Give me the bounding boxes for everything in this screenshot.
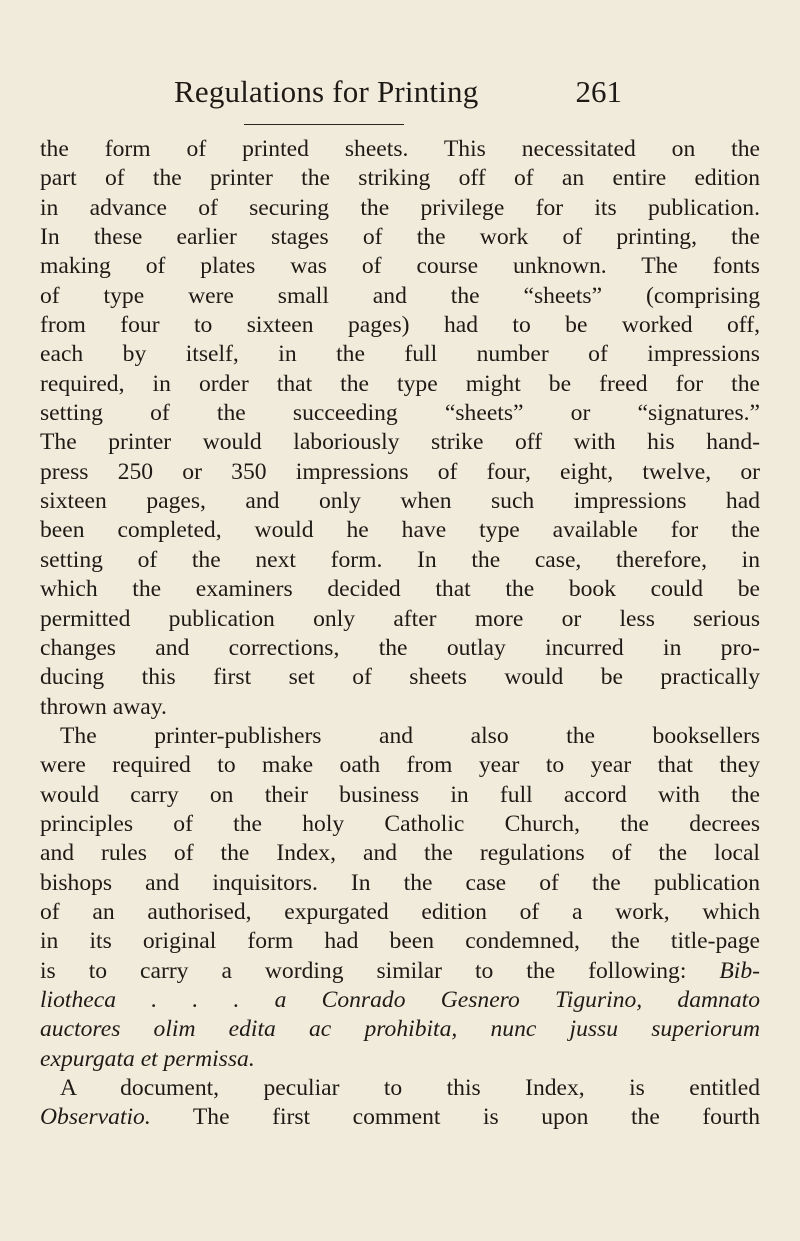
text-line: setting of the succeeding “sheets” or “signatures.” <box>40 400 760 427</box>
text-line: bishops and inquisitors. In the case of the publication <box>40 869 760 896</box>
text-line: of type were small and the “sheets” (comprising <box>40 282 760 309</box>
text-line: In these earlier stages of the work of printing, the <box>40 224 760 251</box>
text-line: were required to make oath from year to year that they <box>40 752 760 779</box>
latin-title-line: liotheca . . . a Conrado Gesnero Tigurino, damnato <box>40 986 760 1013</box>
text-line: The printer would laboriously strike off with his hand- <box>40 429 760 456</box>
header-rule <box>244 124 404 125</box>
text-line: part of the printer the striking off of an entire edition <box>40 165 760 192</box>
observatio-title: Observatio. <box>40 1104 151 1131</box>
text-line: and rules of the Index, and the regulations of the local <box>40 840 760 867</box>
paragraph-end-line: thrown away. <box>40 693 167 720</box>
text-line: setting of the next form. In the case, therefore, in <box>40 546 760 573</box>
page-number: 261 <box>575 74 622 109</box>
text-line-with-italic <box>40 957 760 986</box>
text-line: principles of the holy Catholic Church, the decrees <box>40 810 760 837</box>
text-line: sixteen pages, and only when such impressions had <box>40 488 760 515</box>
paragraph-start-line: The printer-publishers and also the booksellers <box>60 722 760 749</box>
text-line: changes and corrections, the outlay incurred in pro- <box>40 634 760 661</box>
text-line: the form of printed sheets. This necessitated on the <box>40 136 760 162</box>
text-line: been completed, would he have type available for the <box>40 517 760 544</box>
text-line: ducing this first set of sheets would be practically <box>40 664 760 691</box>
running-title: Regulations for Printing <box>174 74 479 109</box>
running-head <box>174 72 622 116</box>
text-line: in advance of securing the privilege for its publication. <box>40 194 760 221</box>
latin-title-end-line: expurgata et permissa. <box>40 1045 255 1072</box>
text-line: in its original form had been condemned, the title-page <box>40 928 760 955</box>
text-line-with-italic <box>40 1103 760 1132</box>
latin-title-segment: Bib- <box>719 957 760 984</box>
text-segment: The first comment is upon the fourth <box>192 1104 760 1131</box>
text-line: each by itself, in the full number of impressions <box>40 341 760 368</box>
text-line: of an authorised, expurgated edition of a work, which <box>40 898 760 925</box>
paragraph-start-line: A document, peculiar to this Index, is entitled <box>60 1075 760 1101</box>
text-line: from four to sixteen pages) had to be worked off, <box>40 312 760 339</box>
text-line: required, in order that the type might be freed for the <box>40 370 760 397</box>
text-line: making of plates was of course unknown. The fonts <box>40 253 760 280</box>
text-segment: is to carry a wording similar to the following: <box>40 957 687 984</box>
body-text <box>40 135 760 1133</box>
text-line: which the examiners decided that the book could be <box>40 576 760 603</box>
text-line: permitted publication only after more or less serious <box>40 605 760 632</box>
text-line: press 250 or 350 impressions of four, eight, twelve, or <box>40 458 760 485</box>
text-line: would carry on their business in full accord with the <box>40 781 760 808</box>
latin-title-line: auctores olim edita ac prohibita, nunc jussu superiorum <box>40 1016 760 1043</box>
